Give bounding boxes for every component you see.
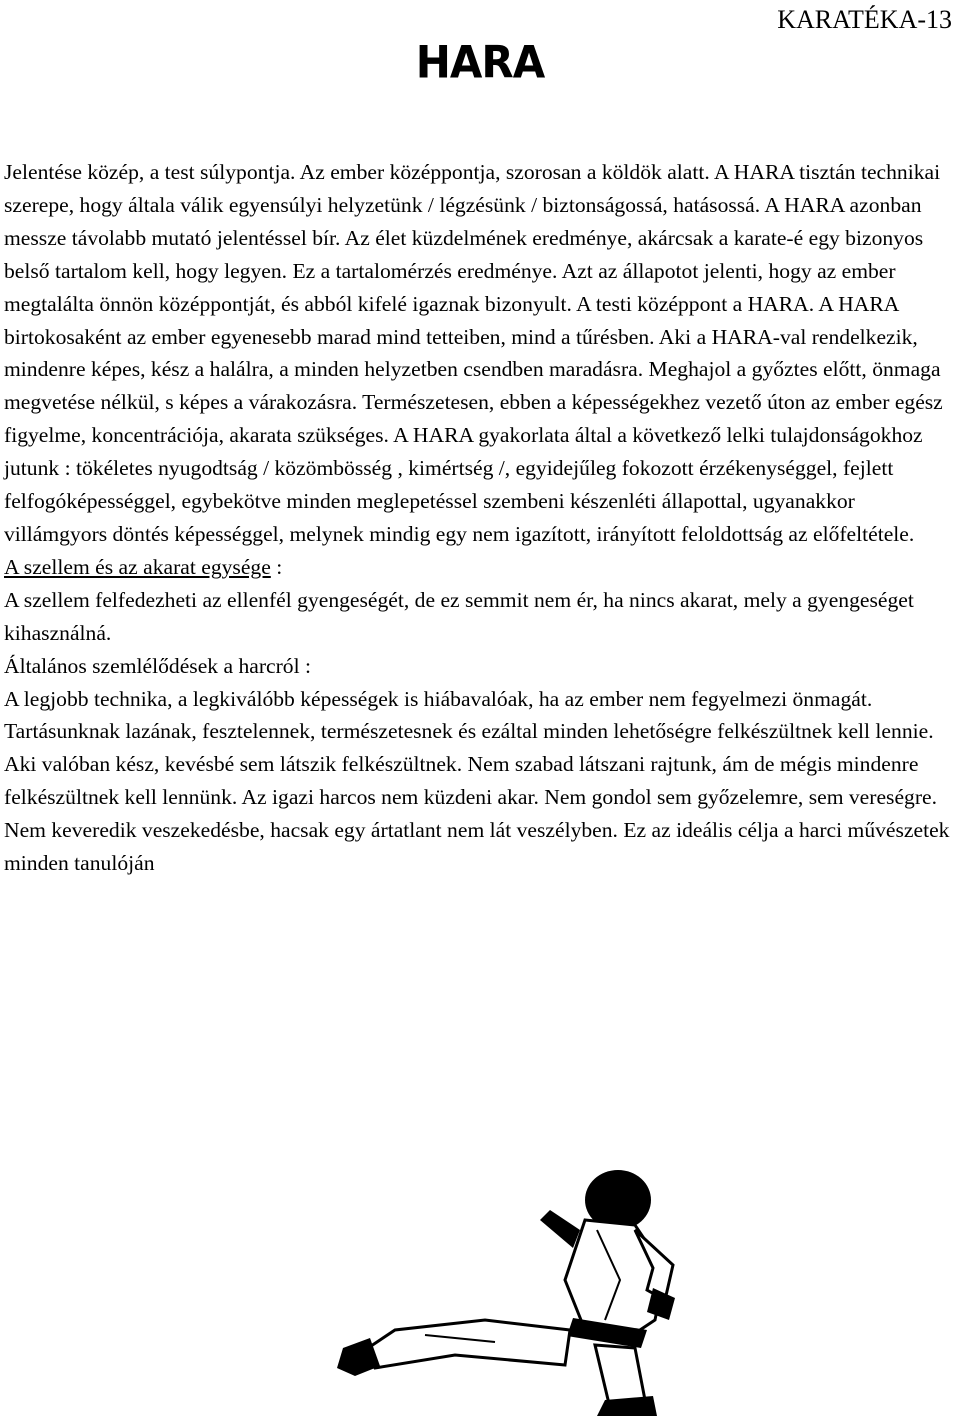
page-title: HARA (415, 36, 545, 89)
page-number-label: KARATÉKA-13 (777, 5, 952, 34)
unity-heading-colon: : (270, 554, 283, 579)
article-body (4, 156, 954, 880)
unity-section-heading (4, 551, 954, 584)
general-section-heading: Általános szemlélődések a harcról : (4, 653, 311, 678)
intro-paragraph: Jelentése közép, a test súlypontja. Az ember középpontja, szorosan a köldök alatt. A HARA tisztán technikai szerepe, hogy általa válik egyensúlyi helyzetünk / légzésünk / biztonságossá, hatásossá. A HARA azonban messze távolabb mutató jelentéssel bír. Az élet küzdelmének eredménye, akárcsak a karate-é egy bizonyos belső tartalom kell, hogy legyen. Ez a tartalomérzés eredménye. Azt az állapotot jelenti, hogy az ember megtalálta önnön középpontját, és abból kifelé igaznak bizonyult. A testi középpont a HARA. A HARA birtokosaként az ember egyenesebb marad mind tetteiben, mind a tűrésben. Aki a HARA-val rendelkezik, mindenre képes, kész a halálra, a minden helyzetben csendben maradásra. Meghajol a győztes előtt, önmaga megvetése nélkül, s képes a várakozásra. Természetesen, ebben a képességekhez vezető úton az ember egész figyelme, koncentrációja, akarata szükséges. A HARA gyakorlata által a következő lelki tulajdonságokhoz jutunk : tökéletes nyugodtság / közömbösség , kimértség /, egyidejűleg fokozott érzékenységgel, fejlett felfogóképességgel, egybekötve minden meglepetéssel szembeni készenléti állapottal, ugyanakkor villámgyors döntés képességgel, melynek mindig egy nem igazított, irányított feloldottság az előfeltétele. (4, 160, 943, 546)
unity-heading-text: A szellem és az akarat egysége (4, 554, 271, 579)
karate-kick-illustration-icon (335, 1170, 705, 1416)
general-paragraph: A legjobb technika, a legkiválóbb képességek is hiábavalóak, ha az ember nem fegyelmezi önmagát. Tartásunknak lazának, fesztelennek, természetesnek és ezáltal minden lehetőségre felkészültnek kell lennie. Aki valóban kész, kevésbé sem látszik felkészültnek. Nem szabad látszani rajtunk, ám de mégis mindenre felkészültnek kell lennünk. Az igazi harcos nem küzdeni akar. Nem gondol sem győzelemre, sem vereségre. Nem keveredik veszekedésbe, hacsak egy ártatlant nem lát veszélyben. Ez az ideális célja a harci művészetek minden tanulóján (4, 686, 950, 876)
unity-paragraph: A szellem felfedezheti az ellenfél gyengeségét, de ez semmit nem ér, ha nincs akarat, mely a gyengeséget kihasználná. (4, 587, 914, 645)
